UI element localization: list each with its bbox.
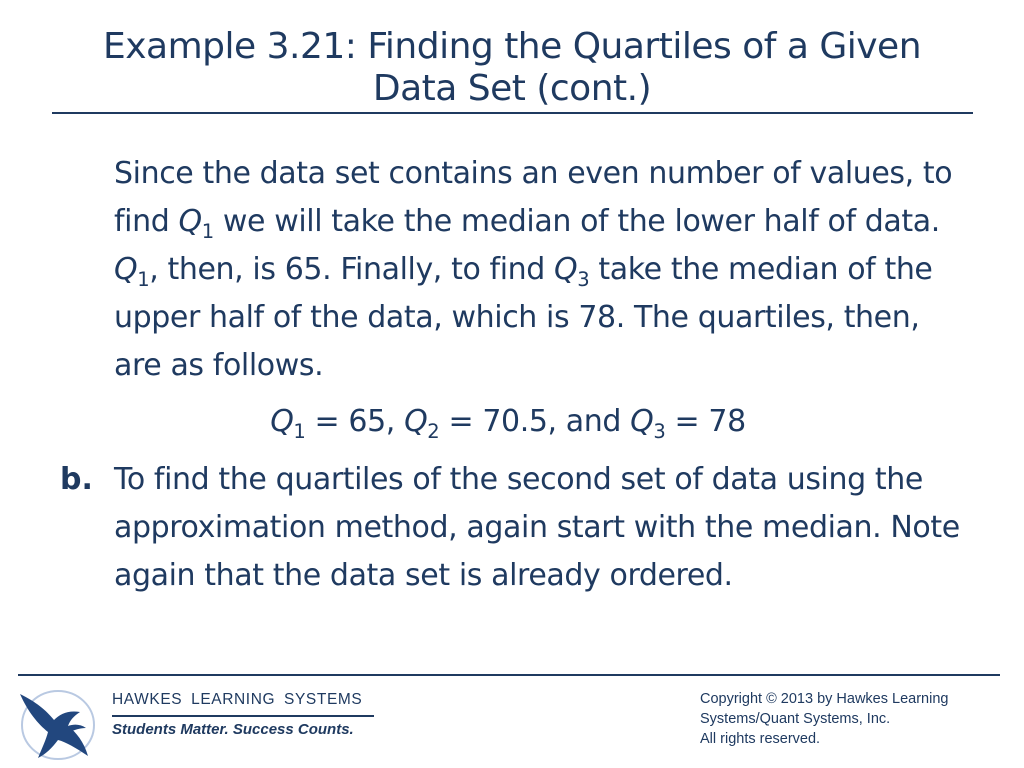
brand-name: HAWKES LEARNING SYSTEMS <box>112 691 363 708</box>
q2-value: = 70.5, and <box>439 404 631 439</box>
footer-divider <box>18 674 1000 676</box>
slide-title <box>40 26 984 110</box>
q3-value: = 78 <box>665 404 746 439</box>
q1-value: = 65, <box>305 404 405 439</box>
paragraph-text-3: , then, is 65. Finally, to find <box>149 252 555 287</box>
q1-symbol: Q <box>114 252 138 287</box>
brand-divider <box>112 715 374 717</box>
q3-symbol: Q <box>554 252 578 287</box>
part-b-text: To find the quartiles of the second set of data using the approximation method, again start with the median. Note again that the data set is already ordered. <box>114 462 960 593</box>
q2-subscript: 2 <box>427 419 440 443</box>
q1-subscript: 1 <box>293 419 306 443</box>
brand-tagline: Students Matter. Success Counts. <box>112 721 354 738</box>
quartiles-equation <box>114 398 902 446</box>
copyright-line-1: Copyright © 2013 by Hawkes Learning <box>700 691 949 707</box>
copyright-line-2: Systems/Quant Systems, Inc. <box>700 711 891 727</box>
paragraph-text-2: we will take the median of the lower half of data. <box>213 204 940 239</box>
q3-subscript: 3 <box>577 267 590 291</box>
copyright-notice <box>700 689 1010 749</box>
q3-subscript: 3 <box>653 419 666 443</box>
part-b-label: b. <box>60 462 93 497</box>
q2-symbol: Q <box>404 404 428 439</box>
q1-symbol: Q <box>270 404 294 439</box>
paragraph-text-4: take the median of the upper half of the data, which is 78. The quartiles, then, are as follows. <box>114 252 933 383</box>
hawk-logo-icon <box>16 684 98 762</box>
q1-subscript: 1 <box>137 267 150 291</box>
q1-subscript: 1 <box>201 219 214 243</box>
q3-symbol: Q <box>630 404 654 439</box>
q1-symbol: Q <box>178 204 202 239</box>
slide-title-line-2: Data Set (cont.) <box>372 68 652 109</box>
copyright-line-3: All rights reserved. <box>700 731 821 747</box>
title-divider <box>52 112 973 114</box>
paragraph-quartiles-explanation <box>114 150 974 390</box>
paragraph-text-1: Since the data set contains an even number of values, to find <box>114 156 953 239</box>
slide-title-line-1: Example 3.21: Finding the Quartiles of a Given <box>102 26 922 67</box>
